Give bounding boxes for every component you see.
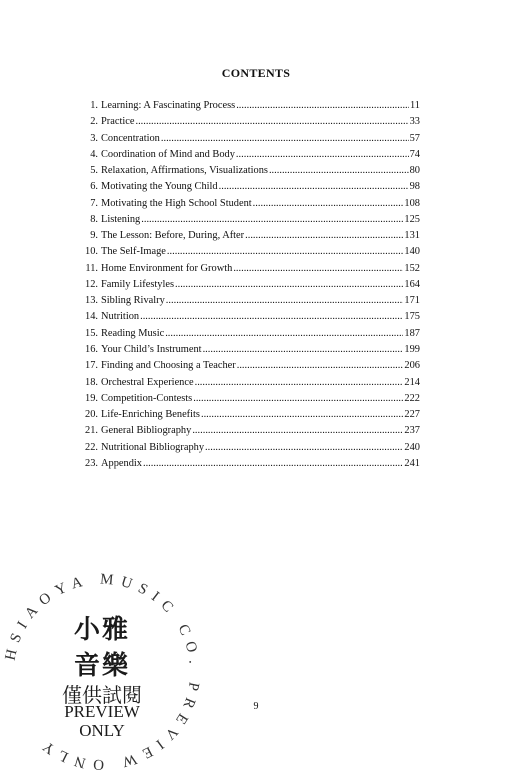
toc-dot-leader (219, 179, 409, 195)
toc-entry-title: Life-Enriching Benefits (101, 409, 200, 421)
toc-entry-number: 21. (85, 425, 98, 437)
toc-entry (82, 407, 420, 423)
toc-entry (82, 358, 420, 374)
toc-entry-page: 171 (404, 295, 420, 307)
watermark-only-label: ONLY (79, 721, 125, 740)
toc-dot-leader (205, 440, 403, 456)
toc-entry-title: General Bibliography (101, 425, 192, 437)
toc-entry-page: 125 (404, 213, 420, 225)
toc-entry-page: 214 (404, 376, 420, 388)
table-of-contents (82, 98, 420, 472)
toc-entry-page: 164 (404, 278, 420, 290)
toc-entry-page: 11 (409, 100, 420, 111)
toc-dot-leader (237, 358, 404, 374)
toc-entry-number: 9. (90, 230, 98, 242)
toc-entry (82, 375, 420, 391)
toc-dot-leader (253, 196, 404, 212)
toc-entry (82, 277, 420, 293)
toc-dot-leader (166, 293, 404, 309)
preview-watermark-stamp (2, 572, 202, 772)
watermark-chinese-name-1: 小雅 (73, 615, 130, 645)
toc-entry-number: 16. (85, 343, 98, 355)
toc-entry (82, 147, 420, 163)
toc-dot-leader (135, 114, 408, 130)
watermark-preview-label: PREVIEW (64, 702, 140, 721)
toc-entry-page: 108 (404, 197, 420, 209)
toc-entry-number: 7. (90, 197, 98, 209)
toc-entry-page: 227 (404, 409, 420, 421)
toc-entry-number: 6. (90, 181, 98, 193)
toc-dot-leader (140, 309, 403, 325)
toc-dot-leader (236, 98, 409, 114)
toc-entry-page: 57 (409, 132, 420, 144)
toc-entry-title: Reading Music (101, 327, 165, 339)
toc-entry-number: 17. (85, 360, 98, 372)
toc-entry-title: Learning: A Fascinating Process (101, 100, 236, 111)
toc-entry (82, 342, 420, 358)
toc-entry (82, 326, 420, 342)
toc-entry-page: 33 (409, 116, 420, 128)
toc-entry (82, 244, 420, 260)
toc-entry-number: 13. (85, 295, 98, 307)
toc-entry-page: 237 (404, 425, 420, 437)
toc-entry-title: Nutrition (101, 311, 140, 323)
toc-entry-title: Sibling Rivalry (101, 295, 165, 307)
toc-entry (82, 114, 420, 130)
toc-entry-page: 187 (404, 327, 420, 339)
toc-entry-title: Concentration (101, 132, 160, 144)
toc-entry-number: 20. (85, 409, 98, 421)
page-number: 9 (253, 701, 259, 712)
toc-entry-title: Finding and Choosing a Teacher (101, 360, 236, 372)
toc-entry-title: Relaxation, Affirmations, Visualizations (101, 165, 268, 177)
toc-dot-leader (195, 375, 404, 391)
toc-entry (82, 163, 420, 179)
toc-entry-title: Family Lifestyles (101, 278, 175, 290)
toc-entry (82, 179, 420, 195)
toc-dot-leader (192, 423, 403, 439)
toc-entry-number: 18. (85, 376, 98, 388)
toc-dot-leader (203, 342, 404, 358)
toc-entry (82, 131, 420, 147)
watermark-arc-text: HSIAOYA MUSIC CO. PREVIEW ONLY (2, 572, 202, 772)
toc-entry (82, 212, 420, 228)
toc-entry (82, 196, 420, 212)
toc-dot-leader (245, 228, 403, 244)
contents-heading: CONTENTS (221, 66, 291, 80)
toc-dot-leader (161, 131, 409, 147)
toc-dot-leader (269, 163, 409, 179)
toc-entry (82, 261, 420, 277)
toc-entry-page: 152 (404, 262, 420, 274)
toc-entry (82, 440, 420, 456)
toc-dot-leader (165, 326, 403, 342)
toc-entry-page: 241 (404, 457, 420, 469)
toc-dot-leader (193, 391, 403, 407)
toc-entry (82, 391, 420, 407)
toc-entry-number: 11. (85, 262, 98, 274)
toc-entry (82, 228, 420, 244)
toc-entry (82, 293, 420, 309)
toc-entry-title: Practice (101, 116, 135, 128)
toc-entry-page: 199 (404, 343, 420, 355)
toc-entry (82, 309, 420, 325)
toc-dot-leader (143, 456, 403, 472)
toc-entry-number: 2. (90, 116, 98, 128)
toc-entry-title: Nutritional Bibliography (101, 441, 205, 453)
toc-entry-title: Competition-Contests (101, 392, 193, 404)
toc-entry-title: Home Environment for Growth (101, 262, 233, 274)
toc-entry-number: 22. (85, 441, 98, 453)
toc-dot-leader (233, 261, 403, 277)
toc-dot-leader (141, 212, 403, 228)
toc-entry-page: 140 (404, 246, 420, 258)
watermark-chinese-name-2: 音樂 (73, 651, 130, 681)
toc-entry-number: 23. (85, 457, 98, 469)
toc-entry-number: 4. (90, 148, 98, 160)
toc-entry-page: 74 (409, 148, 420, 160)
toc-entry-title: Listening (101, 213, 141, 225)
toc-entry-title: Motivating the Young Child (101, 181, 218, 193)
toc-entry-title: Coordination of Mind and Body (101, 148, 235, 160)
toc-entry-title: Orchestral Experience (101, 376, 194, 388)
toc-entry-page: 222 (404, 392, 420, 404)
toc-entry-title: The Lesson: Before, During, After (101, 230, 245, 242)
toc-entry-title: Appendix (101, 457, 142, 469)
toc-entry-title: The Self-Image (101, 246, 166, 258)
toc-entry-number: 19. (85, 392, 98, 404)
toc-entry-number: 1. (90, 100, 98, 111)
toc-entry-number: 12. (85, 278, 98, 290)
toc-entry-number: 14. (85, 311, 98, 323)
toc-entry-page: 80 (409, 165, 420, 177)
toc-dot-leader (236, 147, 409, 163)
toc-dot-leader (175, 277, 403, 293)
toc-entry (82, 456, 420, 472)
toc-entry-page: 240 (404, 441, 420, 453)
toc-entry-page: 206 (404, 360, 420, 372)
toc-entry-page: 131 (404, 230, 420, 242)
toc-entry-number: 8. (90, 213, 98, 225)
toc-dot-leader (201, 407, 403, 423)
watermark-chinese-preview: 僅供試閱 (62, 683, 142, 707)
toc-entry-page: 98 (409, 181, 420, 193)
toc-entry-title: Motivating the High School Student (101, 197, 252, 209)
toc-entry-number: 3. (90, 132, 98, 144)
toc-entry-page: 175 (404, 311, 420, 323)
toc-entry-number: 5. (90, 165, 98, 177)
toc-entry-number: 10. (85, 246, 98, 258)
toc-entry-title: Your Child’s Instrument (101, 343, 202, 355)
toc-entry (82, 98, 420, 114)
toc-dot-leader (167, 244, 403, 260)
toc-entry (82, 423, 420, 439)
toc-entry-number: 15. (85, 327, 98, 339)
